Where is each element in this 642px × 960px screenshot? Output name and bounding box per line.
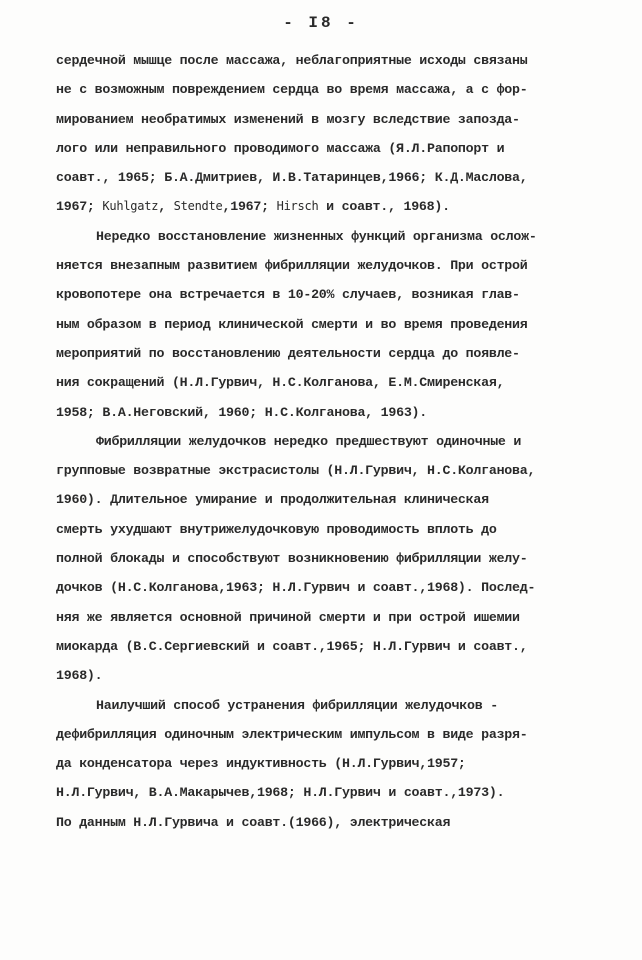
citation-fragment: и соавт., 1968).: [318, 199, 450, 215]
text-line: да конденсатора через индуктивность (Н.Л.Гурвич,1957;: [56, 756, 466, 772]
page-number: - I8 -: [283, 14, 359, 32]
text-line: кровопотере она встречается в 10-20% случаев, возникая глав-: [56, 287, 520, 303]
text-line: Н.Л.Гурвич, В.А.Макарычев,1968; Н.Л.Гурвич и соавт.,1973).: [56, 785, 505, 801]
text-line: По данным Н.Л.Гурвича и соавт.(1966), электрическая: [56, 814, 451, 830]
text-line-with-latin-citations: [56, 192, 616, 221]
text-line: няется внезапным развитием фибрилляции желудочков. При острой: [56, 258, 528, 274]
text-line: групповые возвратные экстрасистолы (Н.Л.Гурвич, Н.С.Колганова,: [56, 463, 536, 479]
text-line: соавт., 1965; Б.А.Дмитриев, И.В.Татаринцев,1966; К.Д.Маслова,: [56, 170, 528, 186]
text-line: ным образом в период клинической смерти и во время проведения: [56, 316, 528, 332]
citation-author-hirsch: Hirsch: [276, 199, 319, 214]
text-line: ния сокращений (Н.Л.Гурвич, Н.С.Колганова, Е.М.Смиренская,: [56, 375, 505, 391]
citation-author-kuhlgatz: Kuhlgatz: [102, 199, 159, 214]
text-line: дочков (Н.С.Колганова,1963; Н.Л.Гурвич и соавт.,1968). Послед-: [56, 580, 536, 596]
text-line: не с возможным повреждением сердца во время массажа, а с фор-: [56, 82, 528, 98]
citation-fragment: ,1967;: [222, 199, 277, 215]
citation-author-stendte: Stendte: [173, 199, 223, 214]
text-line: мероприятий по восстановлению деятельности сердца до появле-: [56, 345, 520, 361]
text-line: смерть ухудшают внутрижелудочковую проводимость вплоть до: [56, 521, 497, 537]
text-line: сердечной мышце после массажа, неблагоприятные исходы связаны: [56, 53, 528, 68]
text-line: 1958; В.А.Неговский, 1960; Н.С.Колганова, 1963).: [56, 404, 428, 420]
text-line: мированием необратимых изменений в мозгу вследствие запозда-: [56, 111, 520, 127]
citation-fragment: ,: [158, 199, 174, 215]
text-line: полной блокады и способствуют возникновению фибрилляции желу-: [56, 551, 528, 567]
paragraph-start-line: Нередко восстановление жизненных функций организма ослож-: [96, 228, 537, 244]
text-line: дефибрилляция одиночным электрическим импульсом в виде разря-: [56, 726, 528, 742]
citation-fragment: 1967;: [56, 199, 103, 215]
paragraph-start-line: Фибрилляции желудочков нередко предшествуют одиночные и: [96, 433, 522, 449]
body-text: [56, 46, 616, 837]
text-line: лого или неправильного проводимого массажа (Я.Л.Рапопорт и: [56, 140, 505, 156]
text-line: 1960). Длительное умирание и продолжительная клиническая: [56, 492, 489, 508]
text-line: миокарда (В.С.Сергиевский и соавт.,1965; Н.Л.Гурвич и соавт.,: [56, 638, 528, 654]
paragraph-start-line: Наилучший способ устранения фибрилляции желудочков -: [96, 697, 498, 713]
text-line: няя же является основной причиной смерти и при острой ишемии: [56, 609, 520, 625]
text-line: 1968).: [56, 668, 103, 684]
